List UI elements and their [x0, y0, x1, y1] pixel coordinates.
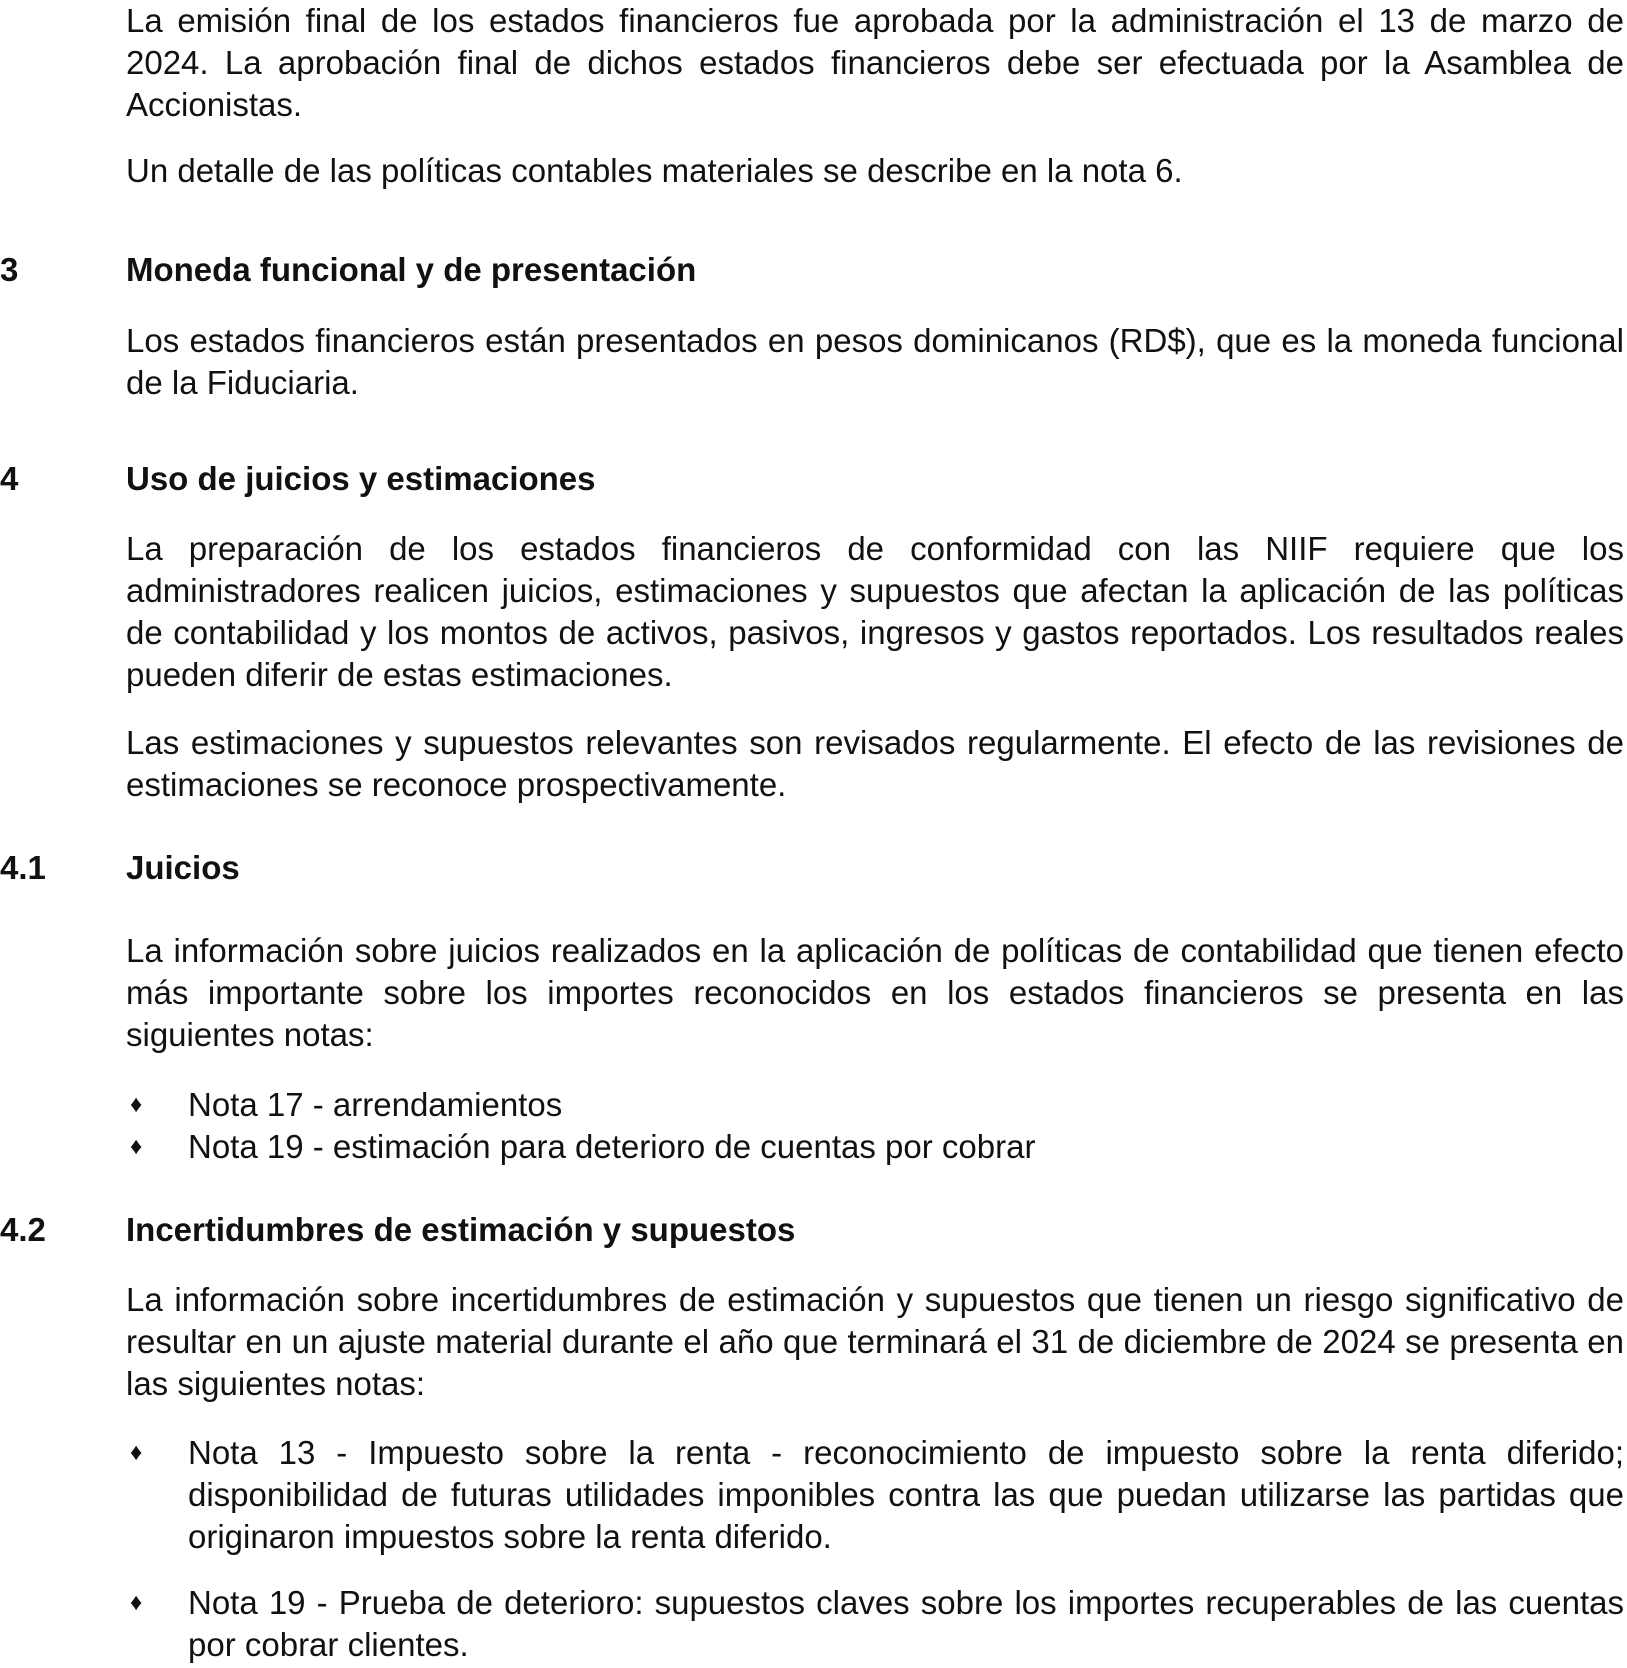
diamond-bullet-icon: ♦ [130, 1091, 143, 1118]
section-number: 4.1 [0, 849, 46, 886]
section-4-2-paragraph: La información sobre incertidumbres de estimación y supuestos que tienen un riesgo significativo de resultar en un ajuste material durante el año que terminará el 31 de diciembre de 2024 se presenta en las siguientes notas: [126, 1281, 1624, 1402]
section-number: 3 [0, 251, 19, 288]
intro-paragraph-policies: Un detalle de las políticas contables materiales se describe en la nota 6. [126, 152, 1183, 189]
section-number: 4 [0, 460, 19, 497]
diamond-bullet-icon: ♦ [130, 1589, 143, 1616]
section-title: Moneda funcional y de presentación [126, 251, 697, 288]
list-item-text: Nota 13 - Impuesto sobre la renta - reconocimiento de impuesto sobre la renta diferido; disponibilidad de futuras utilidades imponibles contra las que puedan utilizarse las partidas que originaron impuestos sobre la renta diferido. [188, 1434, 1624, 1555]
section-4-1-bullet-list [126, 1084, 1624, 1168]
list-item [126, 1084, 1624, 1126]
section-4-2-bullet-list [126, 1432, 1624, 1666]
section-3-paragraph: Los estados financieros están presentados en pesos dominicanos (RD$), que es la moneda funcional de la Fiduciaria. [126, 322, 1624, 401]
list-item [126, 1432, 1624, 1558]
section-title: Juicios [126, 849, 240, 886]
section-title: Uso de juicios y estimaciones [126, 460, 596, 497]
list-item-text: Nota 19 - Prueba de deterioro: supuestos claves sobre los importes recuperables de las cuentas por cobrar clientes. [188, 1584, 1624, 1663]
intro-paragraph-approval: La emisión final de los estados financieros fue aprobada por la administración el 13 de marzo de 2024. La aprobación final de dichos estados financieros debe ser efectuada por la Asamblea de Accionistas. [126, 2, 1624, 123]
diamond-bullet-icon: ♦ [130, 1439, 143, 1466]
list-item-text: Nota 19 - estimación para deterioro de cuentas por cobrar [188, 1128, 1036, 1165]
list-item-text: Nota 17 - arrendamientos [188, 1086, 563, 1123]
section-4-paragraph-2: Las estimaciones y supuestos relevantes son revisados regularmente. El efecto de las revisiones de estimaciones se reconoce prospectivamente. [126, 724, 1624, 803]
section-title: Incertidumbres de estimación y supuestos [126, 1211, 796, 1248]
list-item [126, 1126, 1624, 1168]
section-4-1-paragraph: La información sobre juicios realizados en la aplicación de políticas de contabilidad que tienen efecto más importante sobre los importes reconocidos en los estados financieros se presenta en las siguientes notas: [126, 932, 1624, 1053]
section-4-paragraph-1: La preparación de los estados financieros de conformidad con las NIIF requiere que los administradores realicen juicios, estimaciones y supuestos que afectan la aplicación de las políticas de contabilidad y los montos de activos, pasivos, ingresos y gastos reportados. Los resultados reales pueden diferir de estas estimaciones. [126, 530, 1624, 693]
list-item [126, 1582, 1624, 1666]
diamond-bullet-icon: ♦ [130, 1133, 143, 1160]
section-number: 4.2 [0, 1211, 46, 1248]
